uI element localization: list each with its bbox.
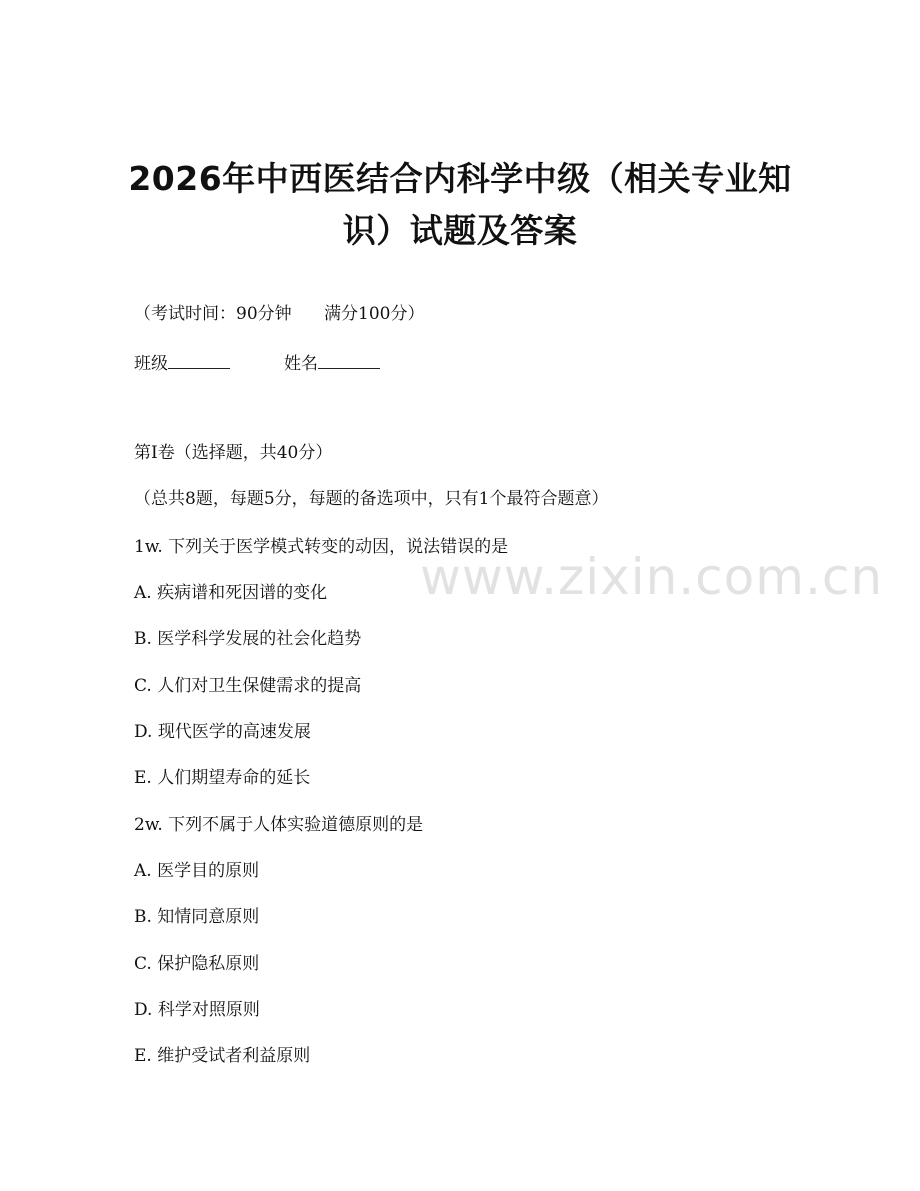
name-label: 姓名 [284, 354, 318, 374]
exam-info: （考试时间：90分钟 满分100分） [134, 304, 425, 324]
question-option: E. 人们期望寿命的延长 [134, 768, 311, 788]
class-label: 班级 [134, 354, 168, 374]
document-title [80, 153, 840, 257]
section-note: （总共8题，每题5分，每题的备选项中，只有1个最符合题意） [134, 489, 609, 509]
question-stem: 2w. 下列不属于人体实验道德原则的是 [134, 815, 424, 835]
question-option: D. 科学对照原则 [134, 1000, 260, 1020]
question-option: C. 保护隐私原则 [134, 954, 260, 974]
question-stem: 1w. 下列关于医学模式转变的动因，说法错误的是 [134, 537, 509, 557]
student-info-row [134, 350, 380, 376]
section-title: 第Ⅰ卷（选择题，共40分） [134, 443, 333, 463]
question-option: B. 知情同意原则 [134, 907, 260, 927]
question-option: E. 维护受试者利益原则 [134, 1046, 311, 1066]
title-line-1: 2026年中西医结合内科学中级（相关专业知 [128, 159, 792, 198]
watermark: www.zixin.com.cn [420, 548, 884, 606]
question-option: B. 医学科学发展的社会化趋势 [134, 629, 362, 649]
class-blank[interactable] [168, 350, 230, 369]
question-option: C. 人们对卫生保健需求的提高 [134, 676, 362, 696]
question-option: D. 现代医学的高速发展 [134, 722, 311, 742]
title-line-2: 识）试题及答案 [342, 211, 578, 250]
name-blank[interactable] [318, 350, 380, 369]
question-option: A. 医学目的原则 [134, 861, 260, 881]
question-option: A. 疾病谱和死因谱的变化 [134, 583, 328, 603]
